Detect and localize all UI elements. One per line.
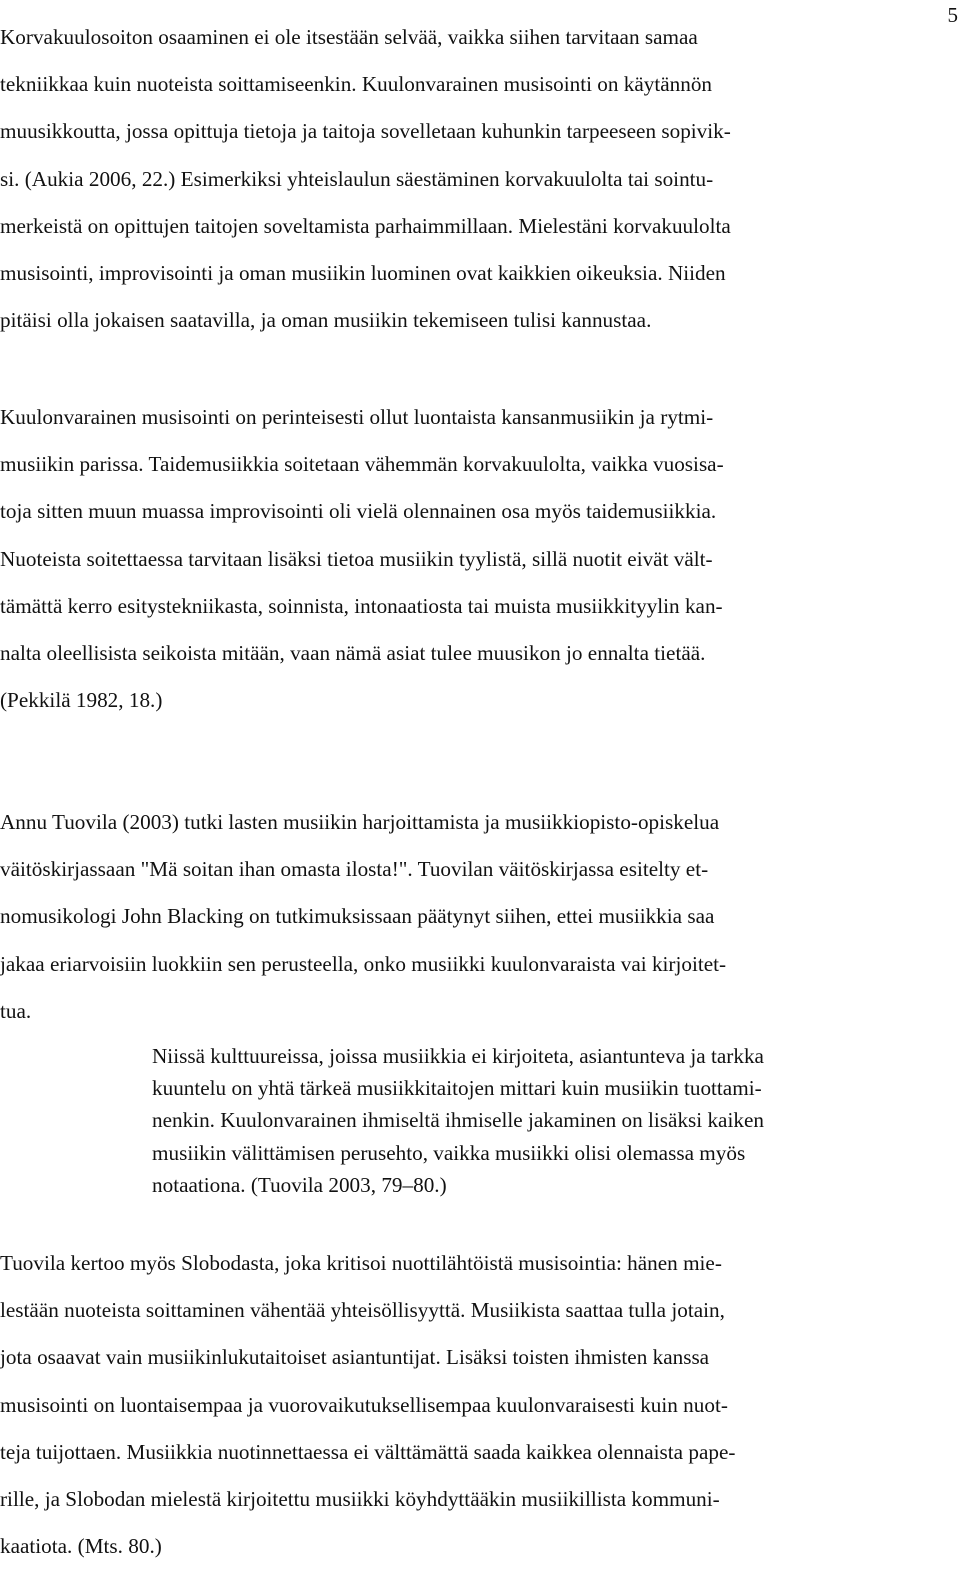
text-line: jota osaavat vain musiikinlukutaitoiset asiantuntijat. Lisäksi toisten ihmisten kanssa: [0, 1345, 710, 1370]
text-line: muusikkoutta, jossa opittuja tietoja ja taitoja sovelletaan kuhunkin tarpeeseen sopivik-: [0, 119, 731, 144]
paragraph-4: [0, 1240, 942, 1570]
quote-line: musiikin välittämisen perusehto, vaikka musiikki olisi olemassa myös: [152, 1140, 746, 1165]
paragraph-2: [0, 394, 942, 724]
text-line: musiikin parissa. Taidemusiikkia soitetaan vähemmän korvakuulolta, vaikka vuosisa-: [0, 452, 724, 477]
quote-line: kuuntelu on yhtä tärkeä musiikkitaitojen mittari kuin musiikin tuottami-: [152, 1076, 762, 1101]
quote-line: Niissä kulttuureissa, joissa musiikkia ei kirjoiteta, asiantunteva ja tarkka: [152, 1044, 764, 1068]
text-line: merkeistä on opittujen taitojen soveltamista parhaimmillaan. Mielestäni korvakuulolta: [0, 213, 731, 238]
text-line: lestään nuoteista soittaminen vähentää yhteisöllisyyttä. Musiikista saattaa tulla jotain,: [0, 1298, 725, 1323]
text-line: teja tuijottaen. Musiikkia nuotinnettaessa ei välttämättä saada kaikkea olennaista pape-: [0, 1439, 736, 1464]
text-line: musisointi, improvisointi ja oman musiikin luominen ovat kaikkien oikeuksia. Niiden: [0, 261, 726, 286]
quote-line: notaationa. (Tuovila 2003, 79–80.): [152, 1172, 447, 1197]
text-line: pitäisi olla jokaisen saatavilla, ja oman musiikin tekemiseen tulisi kannustaa.: [0, 308, 652, 333]
page-number: 5: [947, 3, 958, 27]
quote-line: nenkin. Kuulonvarainen ihmiseltä ihmiselle jakaminen on lisäksi kaiken: [152, 1108, 764, 1133]
text-line: kaatiota. (Mts. 80.): [0, 1534, 162, 1559]
text-line: nalta oleellisista seikoista mitään, vaan nämä asiat tulee muusikon jo ennalta tietää.: [0, 641, 706, 666]
text-line: Kuulonvarainen musisointi on perinteisesti ollut luontaista kansanmusiikin ja rytmi-: [0, 405, 714, 429]
text-line: musisointi on luontaisempaa ja vuorovaikutuksellisempaa kuulonvaraisesti kuin nuot-: [0, 1392, 728, 1417]
text-line: Nuoteista soitettaessa tarvitaan lisäksi tietoa musiikin tyylistä, sillä nuotit eivät vält-: [0, 546, 713, 571]
text-line: jakaa eriarvoisiin luokkiin sen perusteella, onko musiikki kuulonvaraista vai kirjoitet-: [0, 951, 727, 976]
text-line: rille, ja Slobodan mielestä kirjoitettu musiikki köyhdyttääkin musiikillista kommuni-: [0, 1487, 720, 1512]
text-line: toja sitten muun muassa improvisointi oli vielä olennainen osa myös taidemusiikkia.: [0, 499, 717, 524]
text-line: tua.: [0, 998, 32, 1023]
text-line: Tuovila kertoo myös Slobodasta, joka kritisoi nuottilähtöistä musisointia: hänen mie-: [0, 1251, 722, 1275]
text-line: si. (Aukia 2006, 22.) Esimerkiksi yhteislaulun säestäminen korvakuulolta tai sointu-: [0, 166, 714, 191]
paragraph-3: [0, 799, 942, 1035]
text-line: (Pekkilä 1982, 18.): [0, 688, 163, 713]
text-line: Korvakuulosoiton osaaminen ei ole itsestään selvää, vaikka siihen tarvitaan samaa: [0, 25, 698, 49]
paragraph-1: [0, 14, 942, 344]
text-line: Annu Tuovila (2003) tutki lasten musiikin harjoittamista ja musiikkiopisto-opiskelua: [0, 810, 720, 834]
text-line: nomusikologi John Blacking on tutkimuksissaan päätynyt siihen, ettei musiikkia saa: [0, 904, 715, 929]
block-quote: [152, 1040, 942, 1201]
text-line: tämättä kerro esitystekniikasta, soinnista, intonaatiosta tai muista musiikkityylin kan-: [0, 593, 723, 618]
text-line: väitöskirjassaan "Mä soitan ihan omasta ilosta!". Tuovilan väitöskirjassa esitelty et-: [0, 857, 709, 882]
text-line: tekniikkaa kuin nuoteista soittamiseenkin. Kuulonvarainen musisointi on käytännön: [0, 72, 713, 97]
